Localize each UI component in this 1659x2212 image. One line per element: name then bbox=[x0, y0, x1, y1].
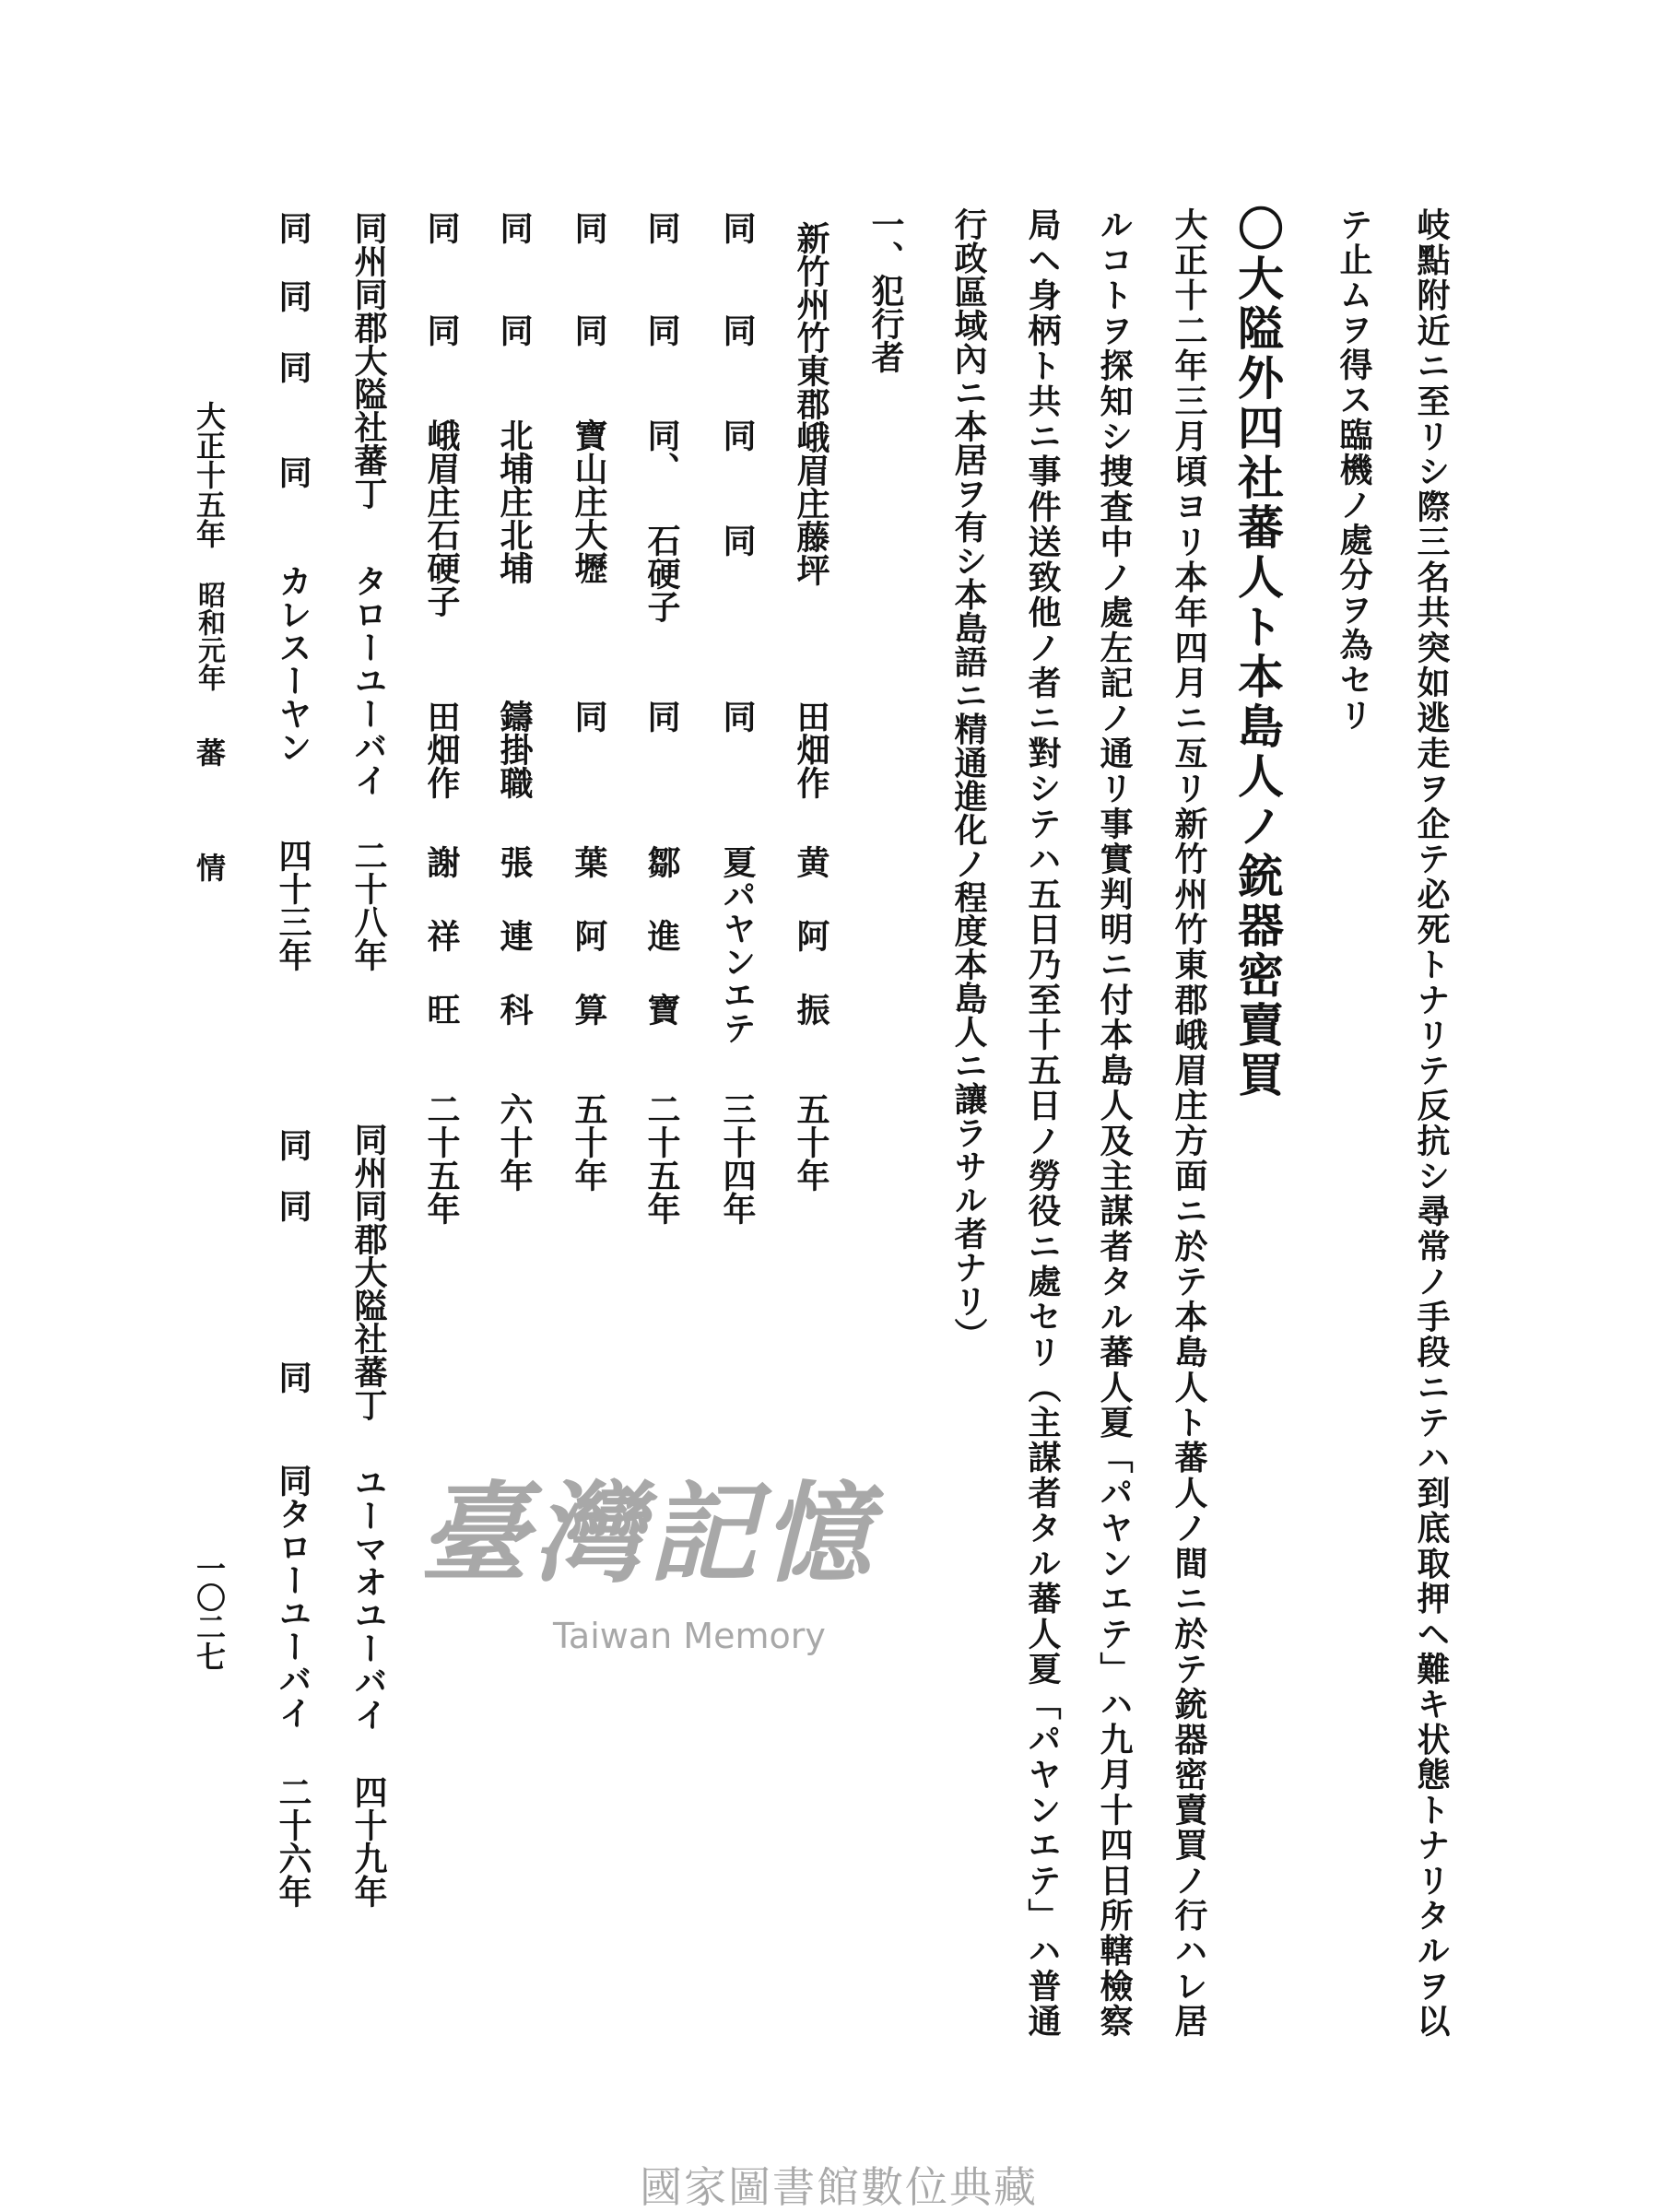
residence-part: 同 bbox=[570, 211, 608, 244]
residence: 同州同郡大隘社蕃丁 bbox=[349, 211, 388, 510]
body-line-2: テ止ムヲ得ス臨機ノ處分ヲ為セリ bbox=[1335, 207, 1373, 733]
occupation: 同 bbox=[642, 700, 681, 733]
name: 黄阿振 bbox=[792, 845, 830, 1066]
residence-part: 同 bbox=[274, 350, 312, 383]
age: 二十六年 bbox=[274, 1775, 312, 1908]
residence-part: 同 bbox=[718, 211, 757, 244]
residence-part: 同 bbox=[642, 313, 681, 347]
occupation: 同 bbox=[570, 700, 608, 733]
residence-part: 同 bbox=[718, 524, 757, 557]
footer-title-2: 情 bbox=[192, 853, 227, 882]
residence-part: 同 bbox=[274, 455, 312, 488]
residence-part: 同 bbox=[422, 313, 461, 347]
age: 五十年 bbox=[570, 1092, 608, 1192]
name: 夏パヤンエテ bbox=[718, 845, 757, 1044]
residence-part: 同 bbox=[274, 1189, 312, 1222]
residence-part: 同 bbox=[642, 211, 681, 244]
residence: 同州同郡大隘社蕃丁 bbox=[349, 1123, 388, 1421]
residence-part: 同 bbox=[495, 313, 534, 347]
residence: 新竹州竹東郡峨眉庄藤坪 bbox=[792, 221, 830, 586]
paragraph-line-1: 大正十二年三月頃ヨリ本年四月ニ亙リ新竹州竹東郡峨眉庄方面ニ於テ本島人ト蕃人ノ間ニ於テ銃器密賣買ノ行ハレ居 bbox=[1170, 207, 1208, 2038]
paragraph-line-2: ルコトヲ探知シ捜査中ノ處左記ノ通リ事實判明ニ付本島人及主謀者タル蕃人夏「パヤンエテ」ハ九月十四日所轄檢察 bbox=[1095, 207, 1134, 2037]
footer-era: 大正十五年 bbox=[192, 401, 227, 548]
paragraph-line-3: 局ヘ身柄ト共ニ事件送致他ノ者ニ對シテハ五日乃至十五日ノ勞役ニ處セリ（主謀者タル蕃人夏「パヤンエテ」ハ普通 bbox=[1023, 207, 1062, 2038]
name: 鄒進寶 bbox=[642, 845, 681, 1066]
footer-era-2: 昭和元年 bbox=[193, 581, 225, 691]
age: 二十五年 bbox=[642, 1092, 681, 1225]
name: 同タローユーバイ bbox=[274, 1464, 312, 1729]
age: 三十四年 bbox=[718, 1092, 757, 1225]
name: ユーマオユーバイ bbox=[349, 1465, 388, 1731]
occupation: 田畑作 bbox=[792, 700, 830, 799]
residence-part: 寶山庄大壢 bbox=[570, 418, 608, 584]
name: カレスーヤン bbox=[274, 564, 312, 763]
national-library-watermark: 國家圖書館數位典藏 bbox=[640, 2162, 1038, 2212]
footer-title-1: 蕃 bbox=[192, 737, 227, 767]
occupation: 同 bbox=[718, 700, 757, 733]
residence-part: 同 bbox=[274, 1360, 312, 1394]
residence-part: 同 bbox=[274, 279, 312, 312]
occupation: 鑄掛職 bbox=[495, 700, 534, 799]
residence-part: 同 bbox=[718, 313, 757, 347]
occupation: 田畑作 bbox=[422, 700, 461, 799]
page-number: 一〇二七 bbox=[192, 1553, 227, 1671]
body-line-1: 岐點附近ニ至リシ際三名共突如逃走ヲ企テ必死トナリテ反抗シ尋常ノ手段ニテハ到底取押ヘ難キ状態トナリタルヲ以 bbox=[1412, 207, 1451, 2038]
offenders-label: 一、犯行者 bbox=[866, 207, 905, 373]
name: タローユーバイ bbox=[349, 564, 388, 796]
taiwan-memory-watermark: 臺灣記憶 bbox=[419, 1470, 877, 1597]
age: 二十五年 bbox=[422, 1092, 461, 1225]
name: 謝祥旺 bbox=[422, 845, 461, 1066]
taiwan-memory-watermark-en: Taiwan Memory bbox=[553, 1616, 826, 1656]
section-heading: 〇大隘外四社蕃人ト本島人ノ銃器密賣買 bbox=[1230, 205, 1285, 1100]
residence-part: 同 bbox=[274, 211, 312, 244]
age: 四十九年 bbox=[349, 1775, 388, 1908]
residence-part: 同 bbox=[718, 418, 757, 452]
residence-part: 石硬子 bbox=[642, 524, 681, 623]
age: 六十年 bbox=[495, 1092, 534, 1192]
residence-part: 同 bbox=[495, 211, 534, 244]
age: 四十三年 bbox=[274, 839, 312, 971]
residence-part: 同 bbox=[422, 211, 461, 244]
residence-part: 峨眉庄石硬子 bbox=[422, 418, 461, 618]
residence-part: 同 bbox=[570, 313, 608, 347]
paragraph-line-4: 行政區域內ニ本居ヲ有シ本島語ニ精通進化ノ程度本島人ニ讓ラサル者ナリ） bbox=[949, 207, 988, 1351]
name: 張連科 bbox=[495, 845, 534, 1066]
age: 五十年 bbox=[792, 1092, 830, 1192]
age: 二十八年 bbox=[349, 839, 388, 971]
residence-part: 同 bbox=[274, 1128, 312, 1161]
residence-part: 同、 bbox=[642, 418, 681, 485]
residence-part: 北埔庄北埔 bbox=[495, 418, 534, 584]
name: 葉阿算 bbox=[570, 845, 608, 1066]
